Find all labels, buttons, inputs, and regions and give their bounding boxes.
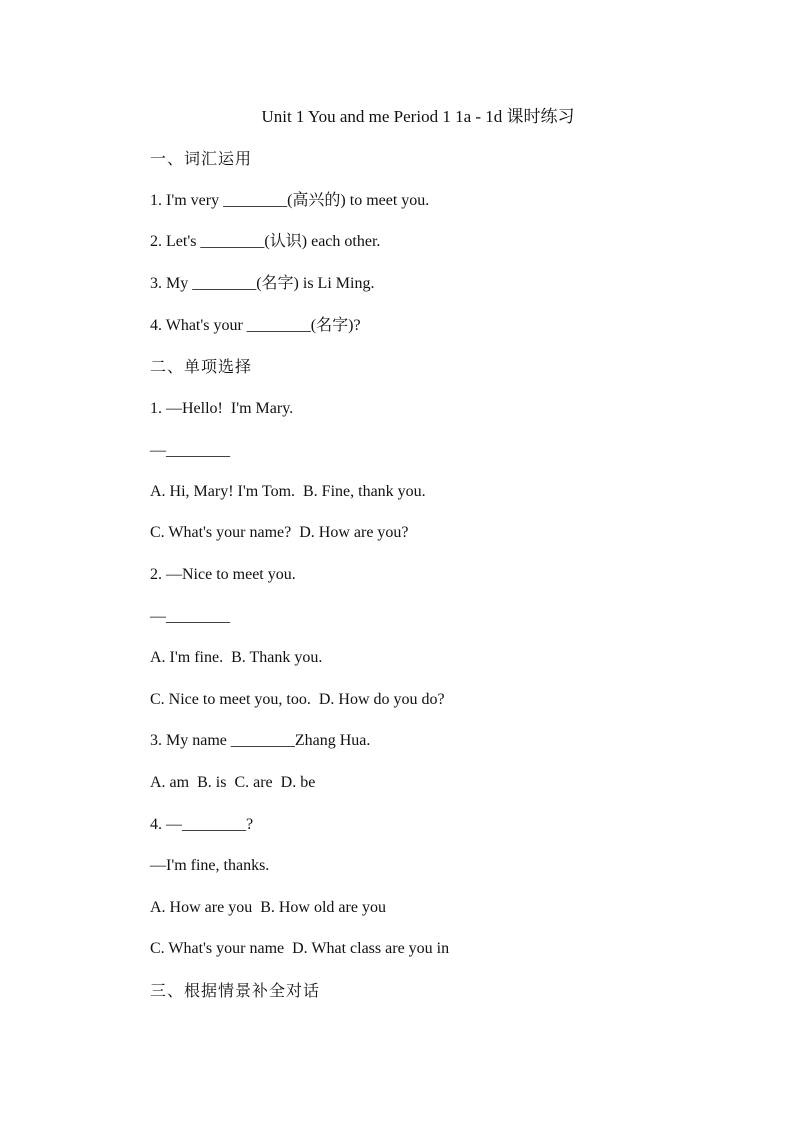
question-2-options-ab: A. I'm fine. B. Thank you. <box>150 649 323 666</box>
section-heading-multiple-choice: 二、单项选择 <box>150 357 253 376</box>
question-3-stem: 3. My name ________Zhang Hua. <box>150 732 371 749</box>
question-3-options: A. am B. is C. are D. be <box>150 774 316 791</box>
question-2-stem: 2. —Nice to meet you. <box>150 566 296 583</box>
question-1-stem: 1. —Hello! I'm Mary. <box>150 400 294 417</box>
question-1-options-cd: C. What's your name? D. How are you? <box>150 524 409 541</box>
question-4-options-cd: C. What's your name D. What class are you in <box>150 940 450 957</box>
question-1-answer-blank: —________ <box>150 442 230 459</box>
question-4-reply: —I'm fine, thanks. <box>150 857 270 874</box>
vocab-item-4: 4. What's your ________(名字)? <box>150 317 361 334</box>
vocab-item-3: 3. My ________(名字) is Li Ming. <box>150 275 375 292</box>
page-title: Unit 1 You and me Period 1 1a - 1d 课时练习 <box>261 107 575 126</box>
question-2-options-cd: C. Nice to meet you, too. D. How do you do? <box>150 691 445 708</box>
question-4-stem: 4. —________? <box>150 816 254 833</box>
vocab-item-1: 1. I'm very ________(高兴的) to meet you. <box>150 192 430 209</box>
question-2-answer-blank: —________ <box>150 608 230 625</box>
vocab-item-2: 2. Let's ________(认识) each other. <box>150 233 381 250</box>
section-heading-dialogue: 三、根据情景补全对话 <box>150 981 321 1000</box>
section-heading-vocabulary: 一、词汇运用 <box>150 149 253 168</box>
question-1-options-ab: A. Hi, Mary! I'm Tom. B. Fine, thank you. <box>150 483 426 500</box>
question-4-options-ab: A. How are you B. How old are you <box>150 899 386 916</box>
